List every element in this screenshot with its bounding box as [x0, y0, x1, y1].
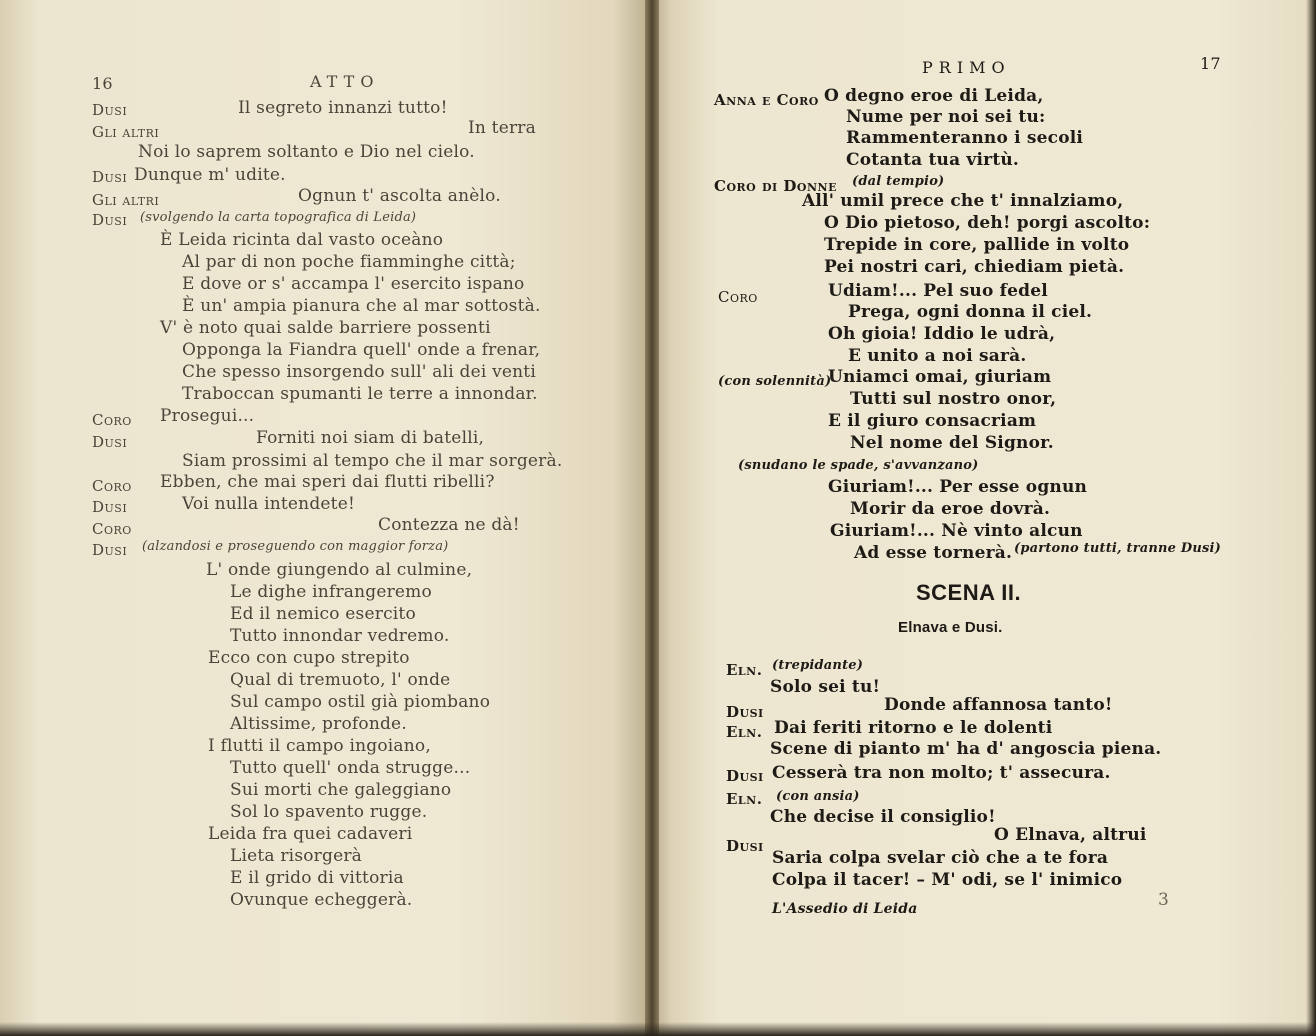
- verse-line: O Dio pietoso, deh! porgi ascolto:: [824, 213, 1151, 233]
- page-number: 17: [1200, 54, 1221, 73]
- verse-line: Ognun t' ascolta anèlo.: [298, 186, 501, 206]
- verse-line: Nel nome del Signor.: [850, 433, 1054, 453]
- speaker-label: Gli altri: [92, 123, 160, 141]
- verse-line: Ad esse tornerà.: [854, 543, 1013, 563]
- stage-direction: (snudano le spade, s'avvanzano): [738, 458, 979, 473]
- verse-line: Donde affannosa tanto!: [884, 695, 1113, 715]
- verse-line: Giuriam!... Nè vinto alcun: [830, 521, 1083, 541]
- verse-line: Saria colpa svelar ciò che a te fora: [772, 848, 1109, 868]
- stage-direction: (partono tutti, tranne Dusi): [1014, 541, 1222, 556]
- verse-line: Cesserà tra non molto; t' assecura.: [772, 763, 1111, 783]
- verse-line: Scene di pianto m' ha d' angoscia piena.: [770, 739, 1162, 759]
- verse-line: Qual di tremuoto, l' onde: [230, 670, 451, 690]
- stage-direction: (trepidante): [772, 658, 864, 673]
- verse-line: Le dighe infrangeremo: [230, 582, 432, 602]
- verse-line: Udiam!... Pel suo fedel: [828, 281, 1048, 301]
- verse-line: Leida fra quei cadaveri: [208, 824, 413, 844]
- speaker-label: Dusi: [726, 767, 764, 785]
- speaker-label: Gli altri: [92, 191, 160, 209]
- running-head: PRIMO: [922, 58, 1011, 77]
- stage-direction: (con solennità): [718, 374, 832, 389]
- verse-line: Sul campo ostil già piombano: [230, 692, 491, 712]
- verse-line: Ecco con cupo strepito: [208, 648, 410, 668]
- speaker-label: Eln.: [726, 723, 763, 741]
- bottom-edge-shadow: [0, 1022, 1316, 1036]
- speaker-label: Dusi: [92, 101, 128, 119]
- verse-line: Uniamci omai, giuriam: [828, 367, 1052, 387]
- verse-line: Opponga la Fiandra quell' onde a frenar,: [182, 340, 541, 360]
- verse-line: Cotanta tua virtù.: [846, 150, 1020, 170]
- speaker-label: Dusi: [726, 837, 764, 855]
- speaker-label: Coro di Donne: [714, 177, 837, 195]
- speaker-label: Coro: [92, 520, 132, 538]
- verse-line: Colpa il tacer! – M' odi, se l' inimico: [772, 870, 1123, 890]
- speaker-label: Coro: [92, 411, 132, 429]
- verse-line: Tutto quell' onda strugge...: [230, 758, 471, 778]
- speaker-label: Eln.: [726, 790, 763, 808]
- right-page: [652, 0, 1316, 1036]
- verse-line: Al par di non poche fiamminghe città;: [182, 252, 516, 272]
- scene-title: SCENA II.: [916, 580, 1022, 605]
- verse-line: E il grido di vittoria: [230, 868, 404, 888]
- verse-line: Rammenteranno i secoli: [846, 128, 1084, 148]
- stage-direction: (svolgendo la carta topografica di Leida): [140, 210, 417, 225]
- verse-line: Ed il nemico esercito: [230, 604, 416, 624]
- verse-line: Oh gioia! Iddio le udrà,: [828, 324, 1056, 344]
- verse-line: Forniti noi siam di batelli,: [256, 428, 485, 448]
- verse-line: Il segreto innanzi tutto!: [238, 98, 448, 118]
- verse-line: E dove or s' accampa l' esercito ispano: [182, 274, 525, 294]
- verse-line: Dai feriti ritorno e le dolenti: [774, 718, 1053, 738]
- footer-title: L'Assedio di Leida: [772, 901, 918, 917]
- page-edge-shadow: [1306, 0, 1316, 1036]
- left-page: [0, 0, 652, 1036]
- verse-line: O Elnava, altrui: [994, 825, 1147, 845]
- verse-line: All' umil prece che t' innalziamo,: [802, 191, 1124, 211]
- verse-line: Traboccan spumanti le terre a innondar.: [182, 384, 538, 404]
- speaker-label: Dusi: [92, 498, 128, 516]
- verse-line: Solo sei tu!: [770, 677, 881, 697]
- verse-line: Sol lo spavento rugge.: [230, 802, 428, 822]
- speaker-label: Dusi: [92, 211, 128, 229]
- verse-line: Trepide in core, pallide in volto: [824, 235, 1130, 255]
- verse-line: Altissime, profonde.: [230, 714, 407, 734]
- verse-line: Voi nulla intendete!: [182, 494, 355, 514]
- verse-line: Che decise il consiglio!: [770, 807, 996, 827]
- signature-mark: 3: [1158, 890, 1170, 910]
- verse-line: E il giuro consacriam: [828, 411, 1037, 431]
- verse-line: E unito a noi sarà.: [848, 346, 1027, 366]
- speaker-label: Anna e Coro: [714, 91, 819, 109]
- verse-line: È un' ampia pianura che al mar sottostà.: [182, 296, 541, 316]
- verse-line: Ovunque echeggerà.: [230, 890, 413, 910]
- verse-line: Che spesso insorgendo sull' ali dei venti: [182, 362, 536, 382]
- speaker-label: Dusi: [92, 433, 128, 451]
- verse-line: I flutti il campo ingoiano,: [208, 736, 431, 756]
- verse-line: Giuriam!... Per esse ognun: [828, 477, 1088, 497]
- stage-direction: (dal tempio): [852, 174, 945, 189]
- speaker-label: Coro: [718, 288, 758, 306]
- verse-line: Siam prossimi al tempo che il mar sorgerà.: [182, 451, 563, 471]
- verse-line: È Leida ricinta dal vasto oceàno: [160, 230, 444, 250]
- speaker-label: Dusi: [92, 541, 128, 559]
- verse-line: O degno eroe di Leida,: [824, 86, 1044, 106]
- scene-characters: Elnava e Dusi.: [898, 619, 1003, 636]
- verse-line: Noi lo saprem soltanto e Dio nel cielo.: [138, 142, 475, 162]
- running-head: ATTO: [310, 72, 380, 91]
- stage-direction: (alzandosi e proseguendo con maggior forza): [142, 539, 449, 554]
- verse-line: Tutto innondar vedremo.: [230, 626, 450, 646]
- verse-line: Contezza ne dà!: [378, 515, 520, 535]
- verse-line: Morir da eroe dovrà.: [850, 499, 1051, 519]
- speaker-label: Eln.: [726, 661, 763, 679]
- verse-line: Tutti sul nostro onor,: [850, 389, 1057, 409]
- verse-line: Pei nostri cari, chiediam pietà.: [824, 257, 1125, 277]
- verse-line: Nume per noi sei tu:: [846, 107, 1046, 127]
- book-gutter: [645, 0, 659, 1036]
- verse-line: L' onde giungendo al culmine,: [206, 560, 473, 580]
- verse-line: Prega, ogni donna il ciel.: [848, 302, 1093, 322]
- speaker-label: Coro: [92, 477, 132, 495]
- verse-line: Ebben, che mai speri dai flutti ribelli?: [160, 472, 495, 492]
- verse-line: Lieta risorgerà: [230, 846, 363, 866]
- verse-line: In terra: [468, 118, 536, 138]
- verse-line: Dunque m' udite.: [134, 165, 286, 185]
- verse-line: Prosegui...: [160, 406, 255, 426]
- speaker-label: Dusi: [92, 168, 128, 186]
- page-number: 16: [92, 74, 113, 93]
- verse-line: V' è noto quai salde barriere possenti: [160, 318, 491, 338]
- speaker-label: Dusi: [726, 703, 764, 721]
- stage-direction: (con ansia): [776, 789, 860, 804]
- verse-line: Sui morti che galeggiano: [230, 780, 452, 800]
